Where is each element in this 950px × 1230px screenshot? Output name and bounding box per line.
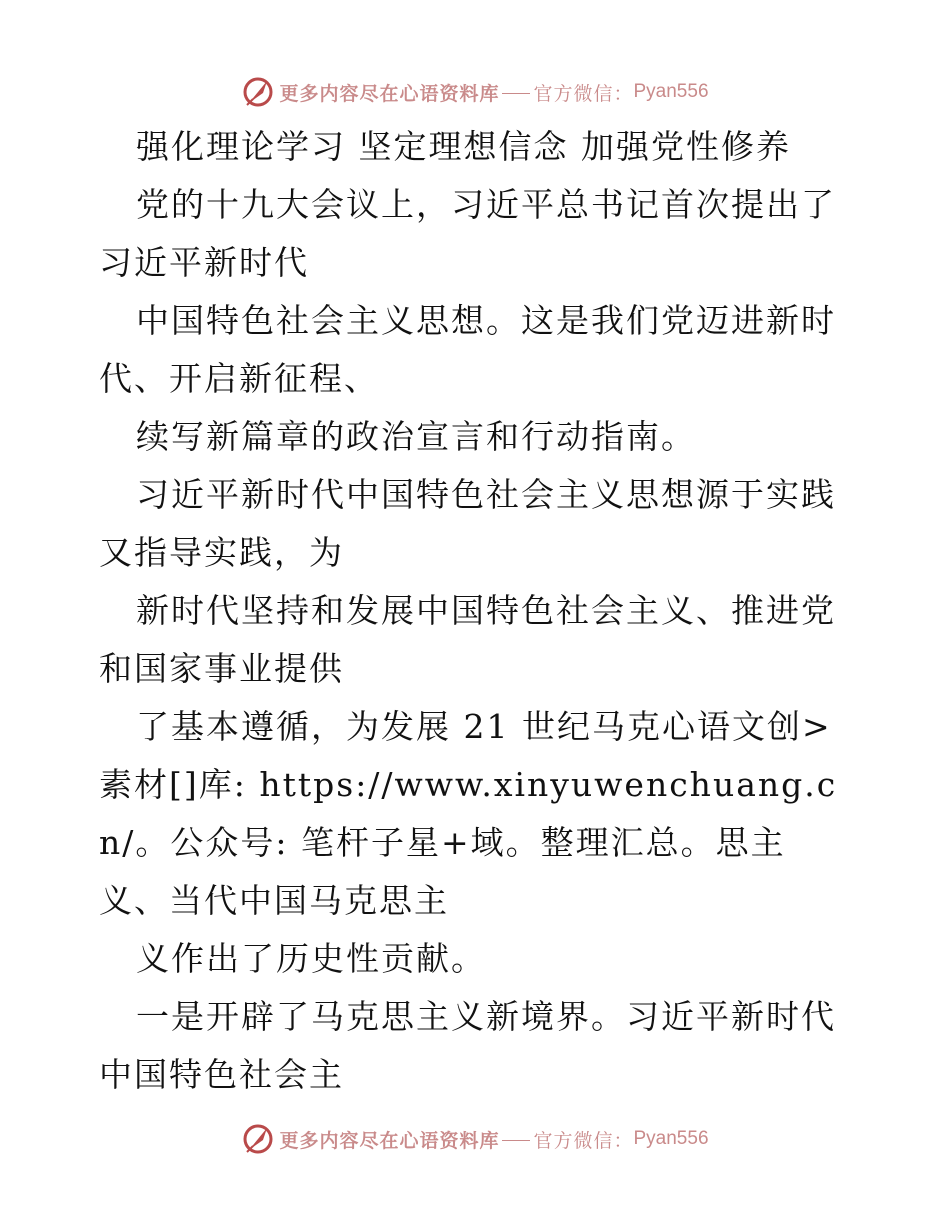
doc-paragraph: 一是开辟了马克思主义新境界。习近平新时代中国特色社会主 bbox=[99, 997, 836, 1094]
doc-paragraph: 义作出了历史性贡献。 bbox=[136, 939, 486, 978]
doc-paragraph: 中国特色社会主义思想。这是我们党迈进新时代、开启新征程、 bbox=[99, 301, 836, 398]
doc-heading: 强化理论学习 坚定理想信念 加强党性修养 bbox=[136, 127, 791, 166]
quill-logo-icon bbox=[241, 75, 275, 109]
banner-title: 更多内容尽在心语资料库 bbox=[279, 82, 500, 105]
footer-watermark-banner bbox=[0, 1119, 950, 1159]
banner-wechat-label: 官方微信： bbox=[533, 82, 634, 105]
banner-wechat-id: Pyan556 bbox=[633, 81, 709, 102]
header-watermark-banner bbox=[0, 72, 950, 112]
banner-title: 更多内容尽在心语资料库 bbox=[279, 1129, 500, 1152]
doc-paragraph: 续写新篇章的政治宣言和行动指南。 bbox=[136, 417, 696, 456]
doc-paragraph: 新时代坚持和发展中国特色社会主义、推进党和国家事业提供 bbox=[99, 591, 836, 688]
doc-paragraph: 党的十九大会议上，习近平总书记首次提出了习近平新时代 bbox=[99, 185, 836, 282]
banner-dash bbox=[502, 93, 530, 94]
quill-logo-icon bbox=[241, 1122, 275, 1156]
banner-dash bbox=[502, 1140, 530, 1141]
doc-paragraph: 了基本遵循，为发展 21 世纪马克心语文创>素材[]库: https://www.xinyuwenchuang.cn/。公众号: 笔杆子星+域。整理汇总。思主义、当代中国马克思主 bbox=[99, 707, 838, 920]
document-body bbox=[99, 118, 854, 1104]
banner-wechat-id: Pyan556 bbox=[633, 1128, 709, 1149]
banner-wechat-label: 官方微信： bbox=[533, 1129, 634, 1152]
doc-paragraph: 习近平新时代中国特色社会主义思想源于实践又指导实践，为 bbox=[99, 475, 836, 572]
